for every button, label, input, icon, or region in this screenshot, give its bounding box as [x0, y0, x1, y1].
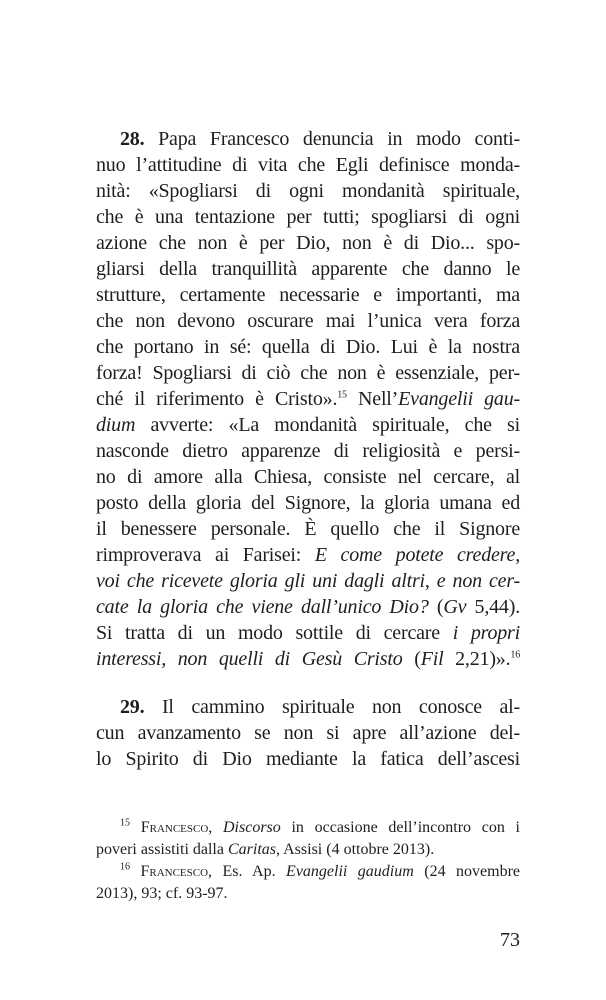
text-segment — [130, 863, 140, 880]
text-line — [96, 412, 520, 438]
text-segment: che non devono oscurare mai l’unica vera forza — [96, 310, 520, 332]
text-segment: azione che non è per Dio, non è di Dio... spo- — [96, 232, 520, 254]
footnote-line — [96, 883, 520, 905]
text-segment: , Assisi (4 ottobre 2013). — [276, 841, 435, 858]
text-segment: Discorso — [222, 819, 281, 836]
text-line — [96, 620, 520, 646]
text-line — [96, 308, 520, 334]
footnote-line — [96, 861, 520, 883]
text-segment: (24 novembre — [413, 863, 521, 880]
footnote-line — [96, 839, 520, 861]
footnotes — [96, 817, 520, 905]
text-segment — [130, 819, 141, 836]
text-segment: no di amore alla Chiesa, consiste nel cercare, al — [96, 466, 520, 488]
footnote-line — [96, 817, 520, 839]
text-segment: Fil — [420, 648, 444, 670]
text-segment: nuo l’attitudine di vita che Egli definisce monda- — [96, 154, 520, 176]
text-segment: 2,21)». — [443, 648, 511, 670]
text-line — [96, 694, 520, 720]
text-line — [96, 464, 520, 490]
text-segment: Si tratta di un modo sottile di cercare — [96, 622, 453, 644]
text-segment: lo Spirito di Dio mediante la fatica dell’ascesi — [96, 748, 520, 770]
text-line — [96, 542, 520, 568]
text-line — [96, 720, 520, 746]
text-segment: gliarsi della tranquillità apparente che danno le — [96, 258, 520, 280]
text-segment: 29. — [120, 696, 145, 718]
footnote-ref: 15 — [120, 817, 130, 829]
text-segment: forza! Spogliarsi di ciò che non è essenziale, per- — [96, 362, 520, 384]
text-segment: Caritas — [227, 841, 276, 858]
text-segment: cun avanzamento se non si apre all’azione del- — [96, 722, 520, 744]
text-segment: Evangelii gau- — [398, 388, 520, 410]
text-line — [96, 152, 520, 178]
text-segment: nità: «Spogliarsi di ogni mondanità spirituale, — [96, 180, 520, 202]
text-segment: interessi, non quelli di Gesù Cristo — [96, 648, 403, 670]
footnote-ref: 15 — [337, 389, 347, 401]
text-segment: cate la gloria che viene dall’unico Dio? — [96, 596, 429, 618]
text-segment: 5,44). — [466, 596, 520, 618]
book-page — [96, 0, 520, 983]
text-segment: Francesco — [140, 863, 209, 880]
page-number: 73 — [500, 929, 520, 951]
text-segment: i propri — [452, 622, 520, 644]
paragraph-28 — [96, 126, 520, 672]
text-line — [96, 646, 520, 672]
text-segment: poveri assistiti dalla — [96, 841, 228, 858]
text-segment: Evangelii gaudium — [286, 863, 414, 880]
footnote-ref: 16 — [510, 649, 521, 661]
text-line — [96, 282, 520, 308]
text-segment: Nell’ — [346, 388, 399, 410]
text-line — [96, 516, 520, 542]
text-line — [96, 568, 520, 594]
text-segment: 2013), 93; cf. 93-97. — [96, 885, 228, 902]
text-segment: Il cammino spirituale non conosce al- — [144, 696, 520, 718]
text-segment: che portano in sé: quella di Dio. Lui è la nostra — [96, 336, 520, 358]
text-segment: , — [208, 819, 223, 836]
text-line — [96, 438, 520, 464]
text-line — [96, 746, 520, 772]
text-segment: voi che ricevete gloria gli uni dagli altri, e non cer- — [96, 570, 520, 592]
text-line — [96, 360, 520, 386]
text-line — [96, 256, 520, 282]
paragraph-29 — [96, 694, 520, 772]
text-line — [96, 386, 520, 412]
text-segment: Papa Francesco denuncia in modo conti- — [144, 128, 520, 150]
text-segment: ché il riferimento è Cristo». — [96, 388, 338, 410]
text-segment: avverte: «La mondanità spirituale, che si — [135, 414, 520, 436]
text-segment: che è una tentazione per tutti; spogliarsi di ogni — [96, 206, 520, 228]
text-line — [96, 126, 520, 152]
text-segment: 28. — [120, 128, 145, 150]
text-line — [96, 204, 520, 230]
text-segment: posto della gloria del Signore, la gloria umana ed — [96, 492, 520, 514]
text-segment: il benessere personale. È quello che il Signore — [96, 518, 520, 540]
text-segment: ( — [428, 596, 444, 618]
text-segment: , Es. Ap. — [208, 863, 287, 880]
text-segment: Gv — [443, 596, 467, 618]
text-segment: in occasione dell’incontro con i — [280, 819, 520, 836]
text-line — [96, 178, 520, 204]
text-line — [96, 334, 520, 360]
text-segment: strutture, certamente necessarie e importanti, ma — [96, 284, 520, 306]
text-segment: rimproverava ai Farisei: — [96, 544, 315, 566]
footnote-ref: 16 — [120, 861, 130, 873]
text-line — [96, 594, 520, 620]
text-segment: Francesco — [140, 819, 209, 836]
text-segment: nasconde dietro apparenze di religiosità e persi- — [96, 440, 520, 462]
text-segment: E come potete credere, — [314, 544, 520, 566]
text-segment: dium — [96, 414, 136, 436]
text-line — [96, 490, 520, 516]
text-segment: ( — [402, 648, 421, 670]
text-line — [96, 230, 520, 256]
